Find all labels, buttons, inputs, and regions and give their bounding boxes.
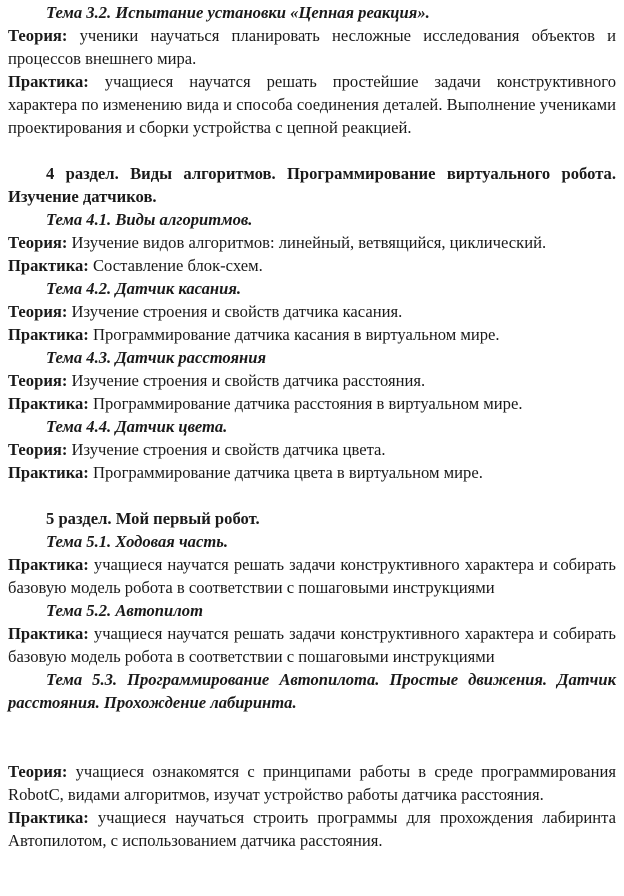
paragraph-text: Программирование датчика расстояния в виртуальном мире.	[88, 394, 523, 413]
paragraph-spacer	[8, 737, 616, 760]
paragraph-spacer	[8, 714, 616, 737]
theory-paragraph	[8, 760, 616, 806]
topic-heading: Тема 4.4. Датчик цвета.	[46, 417, 228, 436]
paragraph-text: Изучение видов алгоритмов: линейный, ветвящийся, циклический.	[67, 233, 547, 252]
paragraph-label: Практика:	[8, 394, 89, 413]
practice-paragraph	[8, 461, 616, 484]
paragraph-label: Теория:	[8, 440, 68, 459]
paragraph-label: Практика:	[8, 624, 89, 643]
topic-heading: Тема 4.2. Датчик касания.	[46, 279, 242, 298]
theory-paragraph	[8, 438, 616, 461]
section-heading: 5 раздел. Мой первый робот.	[46, 509, 260, 528]
paragraph-label: Теория:	[8, 371, 68, 390]
paragraph-label: Практика:	[8, 555, 89, 574]
practice-paragraph	[8, 806, 616, 852]
paragraph-text: Программирование датчика касания в виртуальном мире.	[88, 325, 500, 344]
topic-heading: Тема 5.1. Ходовая часть.	[46, 532, 228, 551]
topic-heading: Тема 3.2. Испытание установки «Цепная реакция».	[46, 3, 430, 22]
practice-paragraph	[8, 622, 616, 668]
section-heading: 4 раздел. Виды алгоритмов. Программирование виртуального робота. Изучение датчиков.	[8, 164, 616, 206]
paragraph-label: Теория:	[8, 302, 68, 321]
paragraph-spacer	[8, 139, 616, 162]
topic-heading: Тема 4.3. Датчик расстояния	[46, 348, 267, 367]
paragraph-text: Изучение строения и свойств датчика касания.	[67, 302, 403, 321]
theory-paragraph	[8, 300, 616, 323]
practice-paragraph	[8, 70, 616, 139]
paragraph-label: Теория:	[8, 762, 68, 781]
practice-paragraph	[8, 392, 616, 415]
paragraph-label: Практика:	[8, 463, 89, 482]
theory-paragraph	[8, 24, 616, 70]
practice-paragraph	[8, 254, 616, 277]
paragraph-label: Практика:	[8, 256, 89, 275]
practice-paragraph	[8, 323, 616, 346]
topic-heading: Тема 4.1. Виды алгоритмов.	[46, 210, 253, 229]
paragraph-text: ученики научаться планировать несложные исследования объектов и процессов внешнего мира.	[8, 26, 616, 68]
document-page	[8, 1, 616, 852]
topic-heading: Тема 5.3. Программирование Автопилота. Простые движения. Датчик расстояния. Прохождение лабиринта.	[8, 670, 616, 712]
paragraph-label: Практика:	[8, 808, 89, 827]
paragraph-label: Теория:	[8, 26, 68, 45]
paragraph-text: учащиеся научатся решать задачи конструктивного характера и собирать базовую модель робота в соответствии с пошаговыми инструкциями	[8, 555, 616, 597]
paragraph-text: Изучение строения и свойств датчика расстояния.	[67, 371, 426, 390]
theory-paragraph	[8, 231, 616, 254]
paragraph-label: Теория:	[8, 233, 68, 252]
topic-heading: Тема 5.2. Автопилот	[46, 601, 203, 620]
practice-paragraph	[8, 553, 616, 599]
paragraph-text: учащиеся научатся решать задачи конструктивного характера и собирать базовую модель робота в соответствии с пошаговыми инструкциями	[8, 624, 616, 666]
paragraph-label: Практика:	[8, 72, 89, 91]
paragraph-label: Практика:	[8, 325, 89, 344]
paragraph-text: учащиеся научатся решать простейшие задачи конструктивного характера по изменению вида и способа соединения деталей. Выполнение учениками проектирования и сборки устройства с цепной реакцией.	[8, 72, 616, 137]
paragraph-text: учащиеся ознакомятся с принципами работы в среде программирования RobotC, видами алгоритмов, изучат устройство работы датчика расстояния.	[8, 762, 616, 804]
paragraph-text: Составление блок-схем.	[88, 256, 263, 275]
paragraph-text: Изучение строения и свойств датчика цвета.	[67, 440, 386, 459]
paragraph-spacer	[8, 484, 616, 507]
paragraph-text: Программирование датчика цвета в виртуальном мире.	[88, 463, 483, 482]
theory-paragraph	[8, 369, 616, 392]
paragraph-text: учащиеся научаться строить программы для прохождения лабиринта Автопилотом, с использованием датчика расстояния.	[8, 808, 616, 850]
